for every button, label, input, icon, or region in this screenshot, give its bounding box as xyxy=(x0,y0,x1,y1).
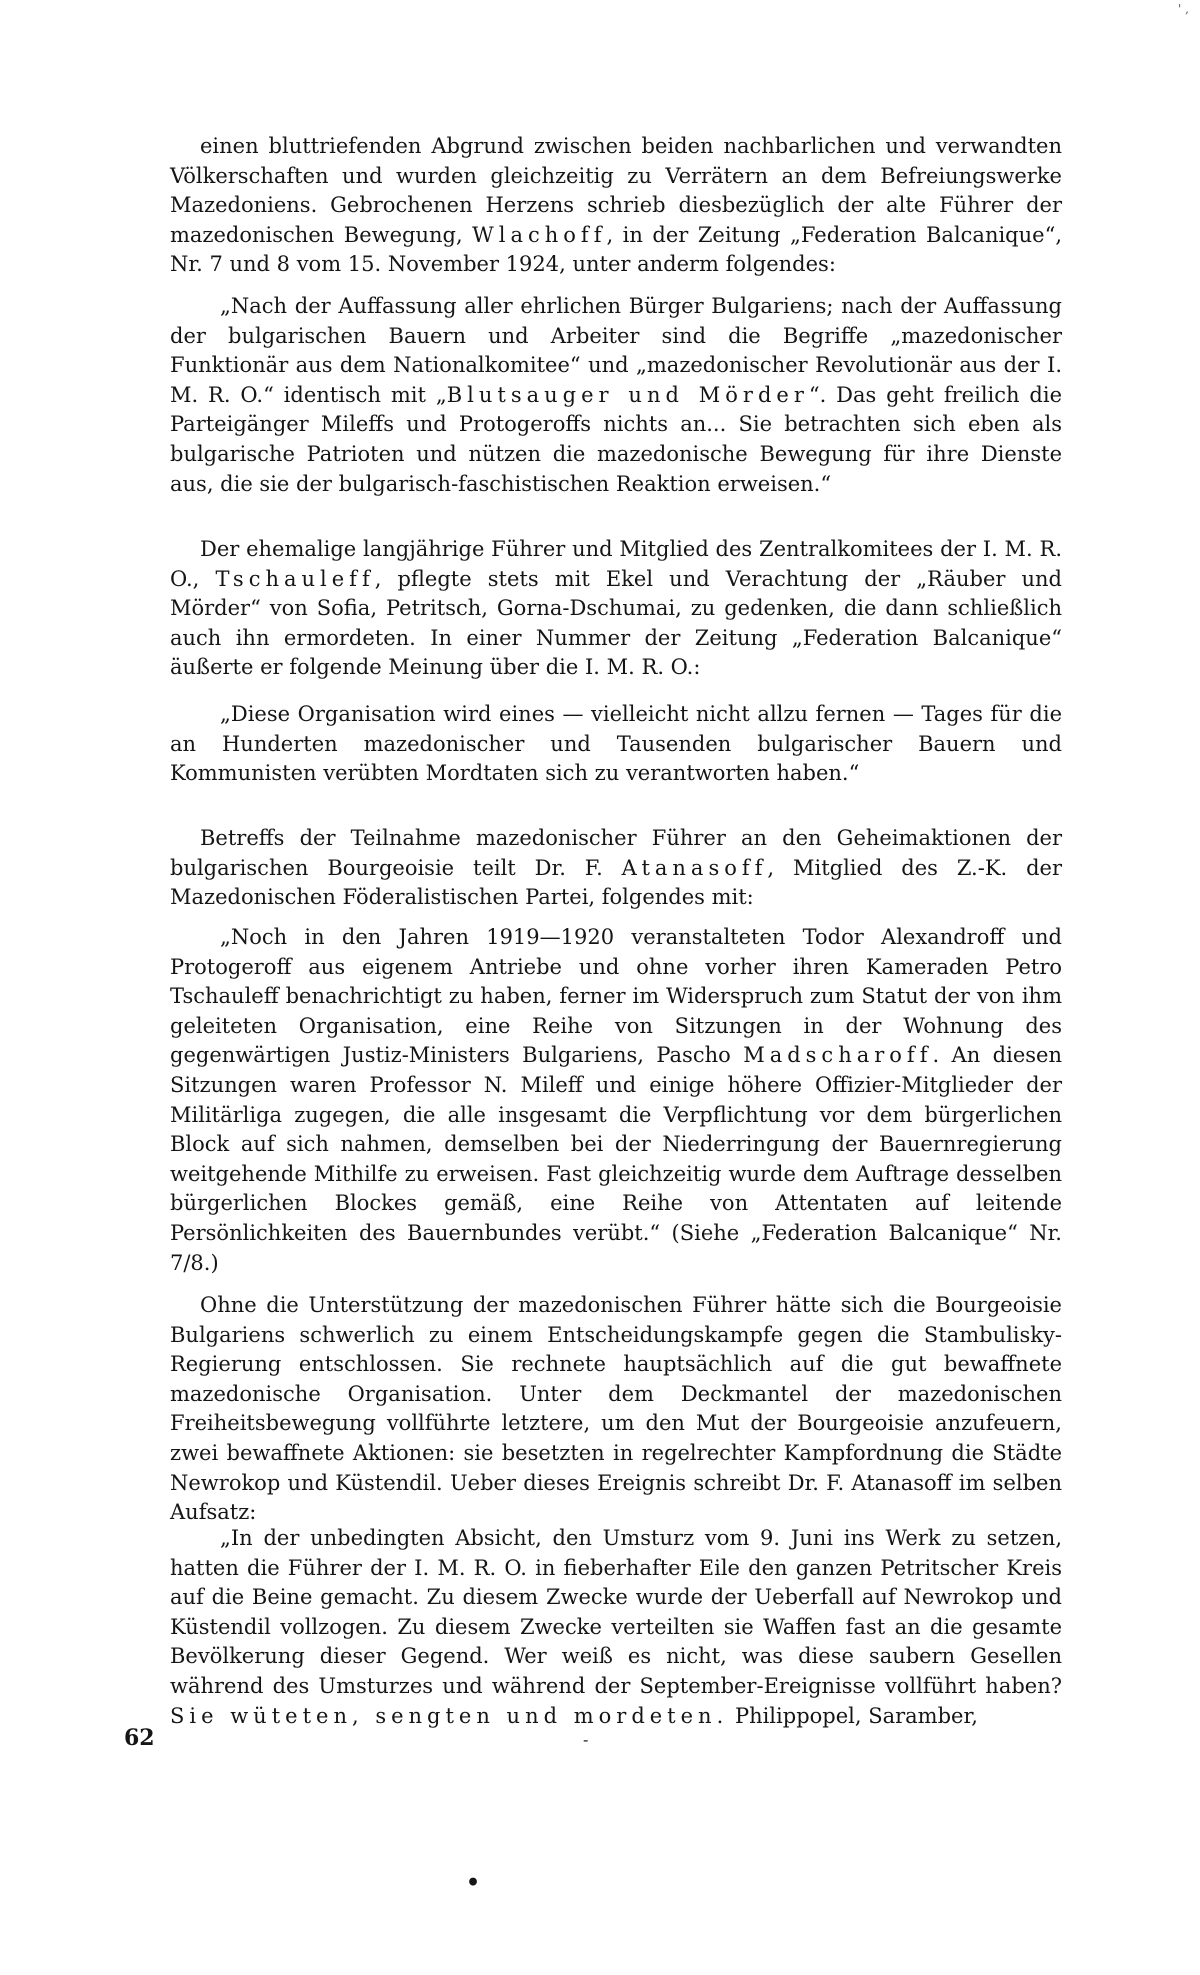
text-run: „In der unbedingten Absicht, den Umsturz vom 9. Juni ins Werk zu setzen, hatten die Führer der I. M. R. O. in fieberhafter Eile den ganzen Petritscher Kreis auf die Beine gemacht. Zu diesem Zwecke wurde der Ueberfall auf Newrokop und Küstendil vollzogen. Zu diesem Zwecke verteilten sie Waffen fast an die gesamte Bevölkerung dieser Gegend. Wer weiß es nicht, was diese saubern Gesellen während des Umsturzes und während der September-Ereignisse vollführt haben? xyxy=(170,1526,1062,1698)
paragraph-1 xyxy=(170,132,1062,280)
text-run: , Mitglied des Z.-K. der Mazedonischen Föderalistischen Partei, folgendes mit: xyxy=(170,855,1062,910)
text-run: „Noch in den Jahren 1919—1920 veranstalteten Todor Alexandroff und Protogeroff aus eigenem Antriebe und ohne vorher ihren Kameraden Petro Tschauleff benachrichtigt zu haben, ferner im Widerspruch zum Statut der von ihm geleiteten Organisation, eine Reihe von Sitzungen in der Wohnung des gegenwärtigen Justiz-Ministers Bulgariens, Pascho xyxy=(170,925,1062,1068)
text-run: . An diesen Sitzungen waren Professor N. Mileff und einige höhere Offizier-Mitglieder der Militärliga zugegen, die alle insgesamt die Verpflichtung vor dem bürgerlichen Block auf sich nahmen, demselben bei der Niederringung der Bauernregierung weitgehende Mithilfe zu erweisen. Fast gleichzeitig wurde dem Auftrage desselben bürgerlichen Blockes gemäß, eine Reihe von Attentaten auf leitende Persönlichkeiten des Bauernbundes verübt.“ (Siehe „Federation Balcanique“ Nr. 7/8.) xyxy=(170,1043,1062,1275)
quote-1 xyxy=(170,292,1062,499)
paragraph-4 xyxy=(170,1291,1062,1528)
quote-2 xyxy=(170,700,1062,789)
paragraph-3 xyxy=(170,824,1062,913)
text-run: Ohne die Unterstützung der mazedonischen Führer hätte sich die Bourgeoisie Bulgariens schwerlich zu einem Entscheidungskampfe gegen die Stambulisky-Regierung entschlossen. Sie rechnete hauptsächlich auf die gut bewaffnete mazedonische Organisation. Unter dem Deckmantel der mazedonischen Freiheitsbewegung vollführte letztere, um den Mut der Bourgeoisie anzufeuern, zwei bewaffnete Aktionen: sie besetzten in regelrechter Kampfordnung die Städte Newrokop und Küstendil. Ueber dieses Ereignis schreibt Dr. F. Atanasoff im selben Aufsatz: xyxy=(170,1293,1062,1525)
spaced-name: Tschauleff xyxy=(215,566,375,591)
text-run: Betreffs der Teilnahme mazedonischer Führer an den Geheimaktionen der bulgarischen Bourgeoisie teilt Dr. F. xyxy=(170,826,1062,880)
text-run: „Nach der Auffassung aller ehrlichen Bürger Bulgariens; nach der Auffassung der bulgarischen Bauern und Arbeiter sind die Begriffe „mazedonischer Funktionär aus dem Nationalkomitee“ und „mazedonischer Revolutionär aus der I. M. R. O.“ identisch mit „ xyxy=(170,294,1062,407)
text-run: Der ehemalige langjährige Führer und Mitglied des Zentralkomitees der I. M. R. O., xyxy=(170,537,1062,591)
spaced-name: Atanasoff xyxy=(621,855,768,880)
text-run: einen bluttriefenden Abgrund zwischen beiden nachbarlichen und verwandten Völkerschaften und wurden gleichzeitig zu Verrätern an dem Befreiungswerke Mazedoniens. Gebrochenen Herzens schrieb diesbezüglich der alte Führer der mazedonischen Bewegung, xyxy=(170,134,1062,247)
spaced-name: Wlachoff xyxy=(472,222,607,247)
text-run: , in der Zeitung „Federation Balcanique“, Nr. 7 und 8 vom 15. November 1924, unter anderm folgendes: xyxy=(170,222,1062,277)
text-run: Philippopel, Saramber, xyxy=(728,1703,978,1728)
spaced-emphasis: Blutsauger und Mörder xyxy=(446,382,809,407)
quote-3 xyxy=(170,923,1062,1278)
stray-dash-mark: - xyxy=(583,1730,589,1749)
text-run: „Diese Organisation wird eines — vielleicht nicht allzu fernen — Tages für die an Hunderten mazedonischer und Tausenden bulgarischer Bauern und Kommunisten verübten Mordtaten sich zu verantworten haben.“ xyxy=(170,702,1062,786)
corner-mark: ' , xyxy=(1178,2,1189,16)
text-run: , pflegte stets mit Ekel und Verachtung der „Räuber und Mörder“ von Sofia, Petritsch, Gorna-Dschumai, zu gedenken, die dann schließlich auch ihn ermordeten. In einer Nummer der Zeitung „Federation Balcanique“ äußerte er folgende Meinung über die I. M. R. O.: xyxy=(170,566,1063,680)
stray-dot-mark: • xyxy=(466,1870,481,1896)
spaced-emphasis: Sie wüteten, sengten und mordeten. xyxy=(170,1703,729,1728)
spaced-name: Madscharoff xyxy=(743,1043,933,1068)
quote-4 xyxy=(170,1524,1062,1731)
paragraph-2 xyxy=(170,535,1062,683)
text-run: “. Das geht freilich die Parteigänger Mileffs und Protogeroffs nichts an... Sie betrachten sich eben als bulgarische Patrioten und nützen die mazedonische Bewegung für ihre Dienste aus, die sie der bulgarisch-faschistischen Reaktion erweisen.“ xyxy=(170,382,1063,496)
page-number: 62 xyxy=(124,1725,155,1751)
